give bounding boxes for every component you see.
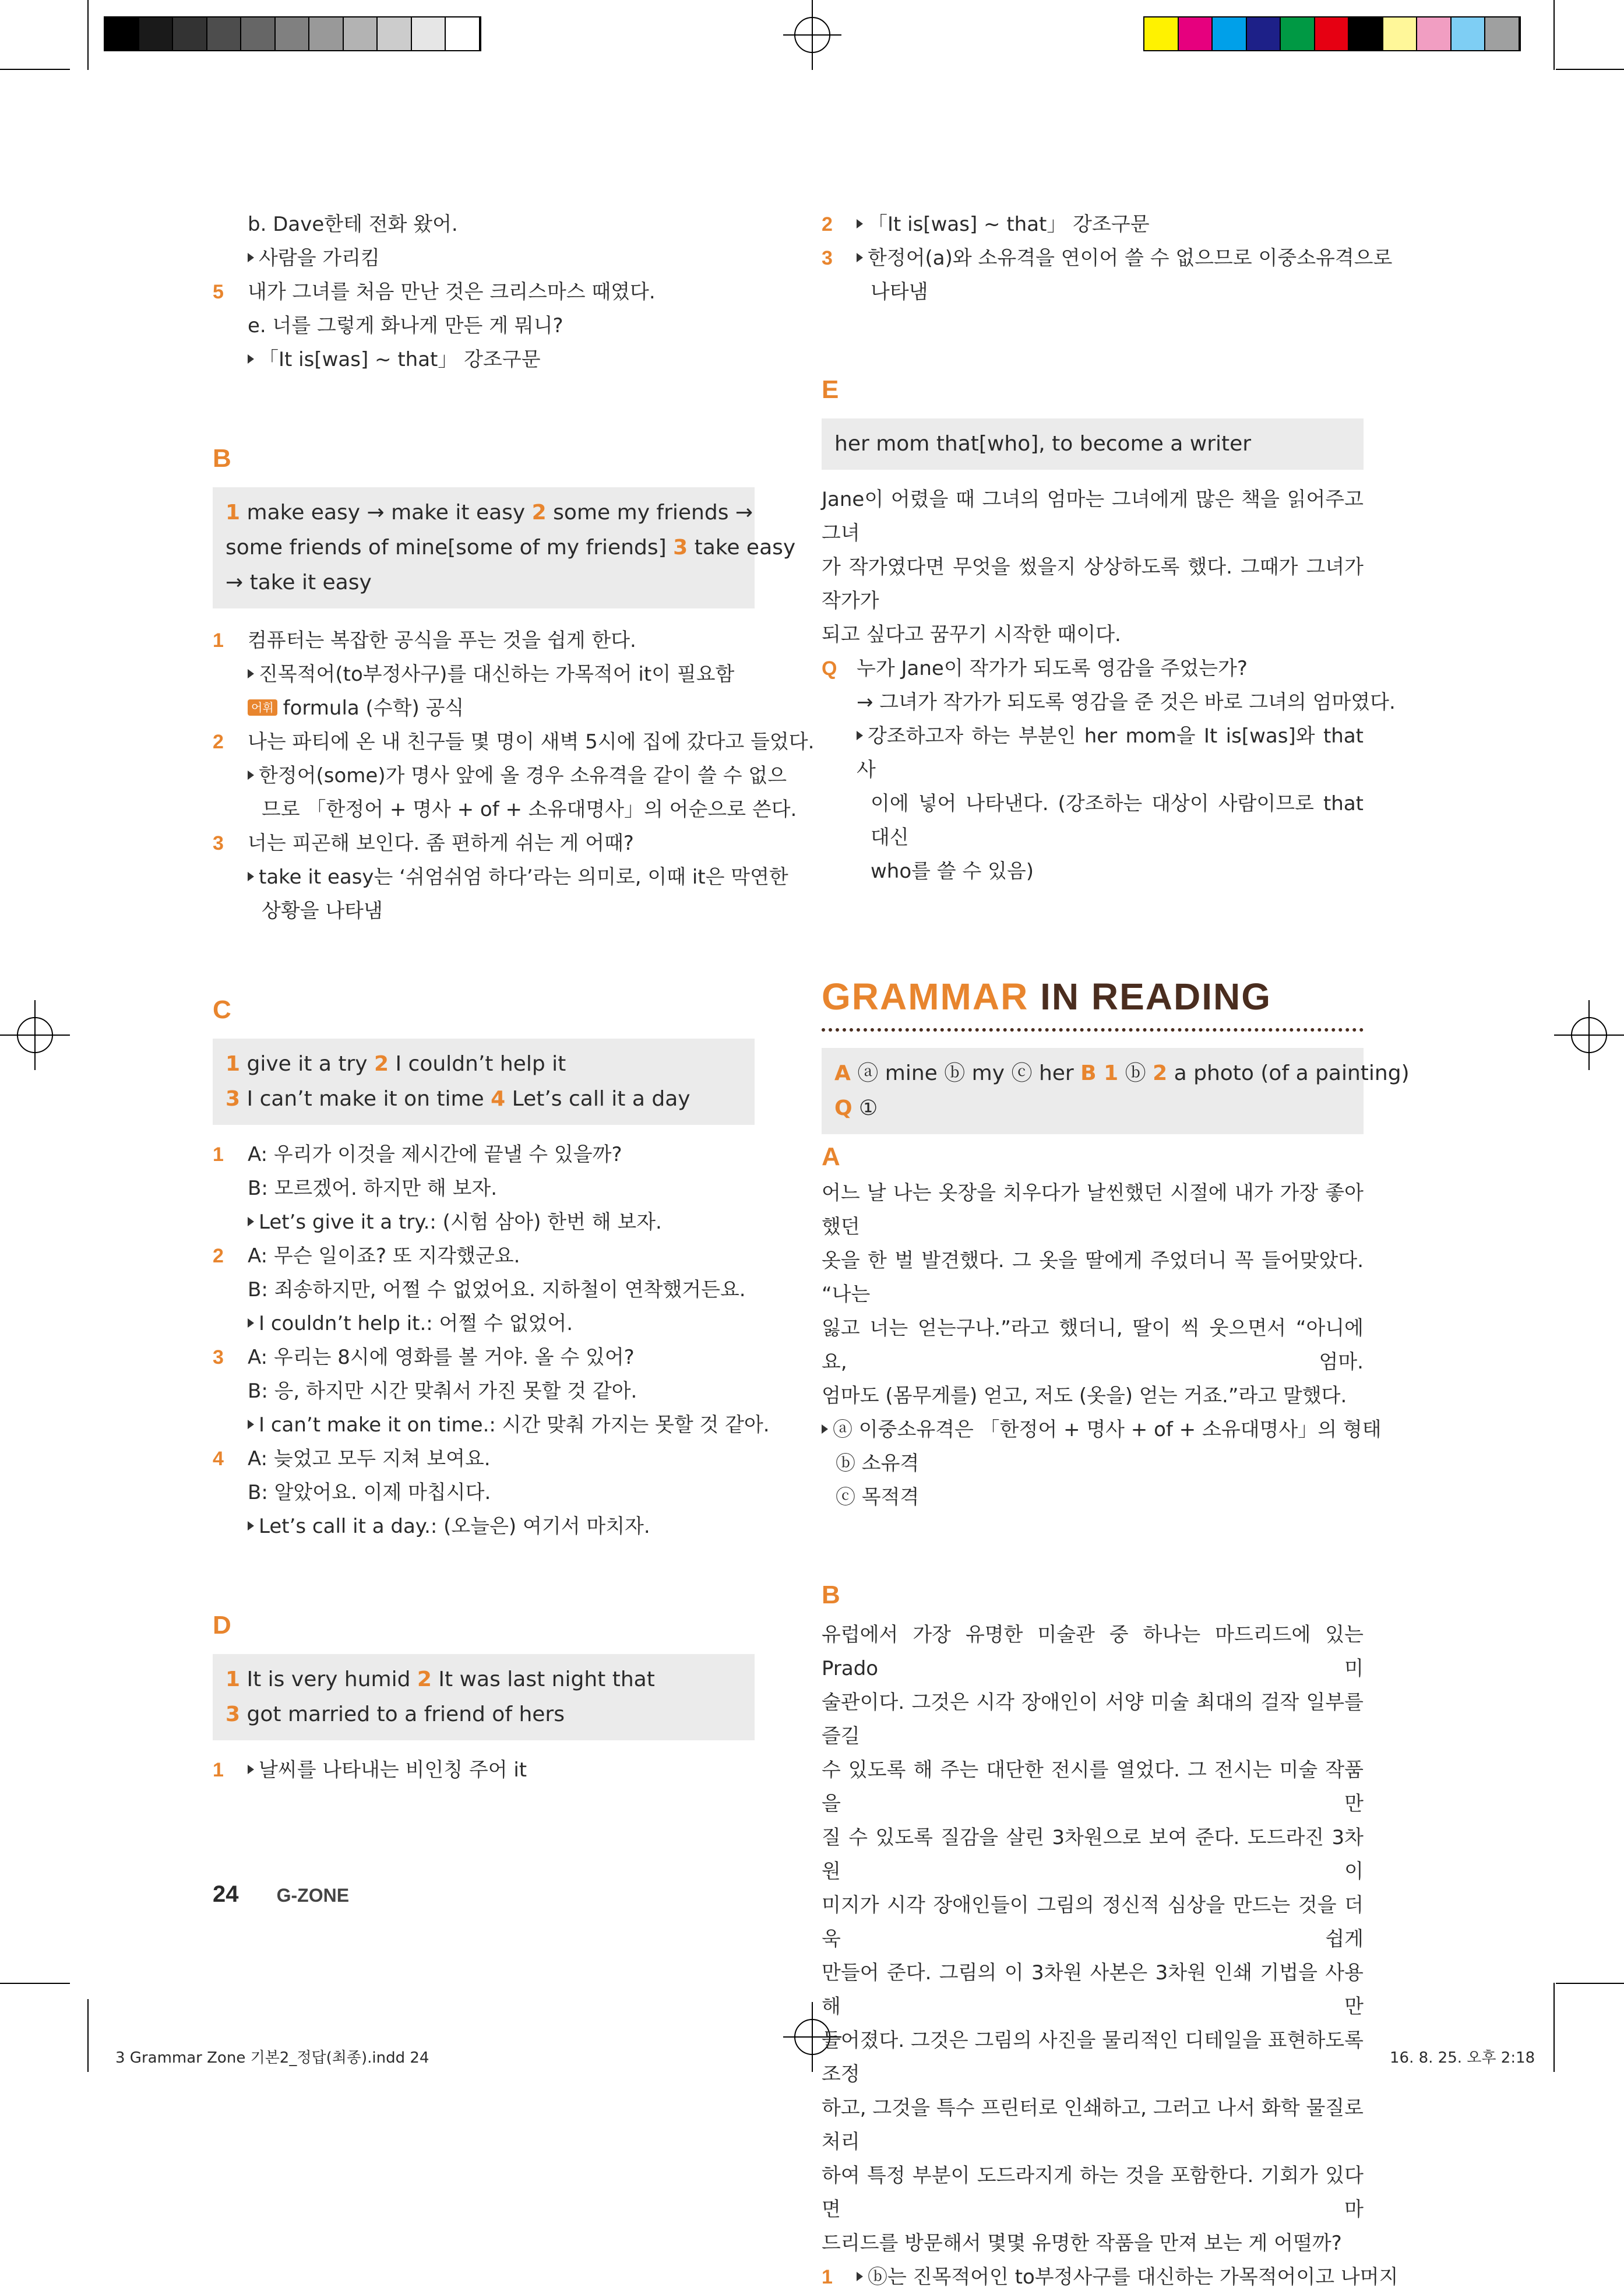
color-swatch xyxy=(1417,17,1452,50)
color-swatch xyxy=(1452,17,1486,50)
example-line: e. 너를 그렇게 화나게 만든 게 뭐니? xyxy=(248,314,563,337)
paragraph-line: 들어졌다. 그것은 그림의 사진을 물리적인 디테일을 표현하도록 조정 xyxy=(822,2029,1364,2086)
triangle-bullet-icon xyxy=(248,872,254,881)
paragraph-line: 가 작가였다면 무엇을 썼을지 상상하도록 했다. 그때가 그녀가 작가가 xyxy=(822,555,1364,613)
explanation-line: 므로 「한정어 + 명사 + of + 소유대명사」의 어순으로 쓴다. xyxy=(262,798,797,821)
color-swatch xyxy=(1485,17,1520,50)
color-swatch xyxy=(1315,17,1350,50)
explanation-line: 상황을 나타냄 xyxy=(262,899,383,923)
explanation-line: Let’s call it a day.: (오늘은) 여기서 마치자. xyxy=(213,1510,755,1543)
explanation-line: 진목적어(to부정사구)를 대신하는 가목적어 it이 필요함 xyxy=(213,657,755,691)
explanation-line: I couldn’t help it.: 어쩔 수 없었어. xyxy=(213,1307,755,1340)
paragraph-line: 술관이다. 그것은 시각 장애인이 서양 미술 최대의 걸작 일부를 즐길 xyxy=(822,1691,1364,1748)
paragraph-line: 질 수 있도록 질감을 살린 3차원으로 보여 준다. 도드라진 3차원 이 xyxy=(822,1826,1364,1883)
explanation-line: who를 쓸 수 있음) xyxy=(871,860,1034,883)
item-1: 1 컴퓨터는 복잡한 공식을 푸는 것을 쉽게 한다. xyxy=(213,629,636,652)
item-3: 3 A: 우리는 8시에 영화를 볼 거야. 올 수 있어? xyxy=(213,1346,635,1369)
print-timestamp: 16. 8. 25. 오후 2:18 xyxy=(1390,2049,1535,2067)
registration-mark-right xyxy=(1554,1000,1624,1070)
paragraph-line: 어느 날 나는 옷장을 치우다가 날씬했던 시절에 내가 가장 좋아했던 xyxy=(822,1181,1364,1239)
dialog-line: B: 알았어요. 이제 마칩시다. xyxy=(248,1481,491,1504)
paragraph-line: 유럽에서 가장 유명한 미술관 중 하나는 마드리드에 있는 Prado 미 xyxy=(822,1623,1364,1680)
triangle-bullet-icon xyxy=(857,253,863,262)
vocab-badge: 어휘 xyxy=(248,699,277,716)
crop-mark xyxy=(87,0,89,70)
paragraph-line: 잃고 너는 얻는구나.”라고 했더니, 딸이 씩 웃으면서 “아니에요, 엄마. xyxy=(822,1317,1364,1374)
triangle-bullet-icon xyxy=(248,1521,254,1530)
file-slug: 3 Grammar Zone 기본2_정답(최종).indd 24 xyxy=(115,2049,429,2067)
color-swatch xyxy=(276,17,310,50)
explanation-line: Let’s give it a try.: (시험 삼아) 한번 해 보자. xyxy=(213,1205,755,1239)
crop-mark xyxy=(87,1999,89,2072)
grammar-in-reading-title: GRAMMAR IN READING xyxy=(822,976,1271,1018)
explanation-line: I can’t make it on time.: 시간 맞춰 가지는 못할 것 같아. xyxy=(213,1408,755,1442)
color-swatch xyxy=(173,17,207,50)
answer-line: → 그녀가 작가가 되도록 영감을 준 것은 바로 그녀의 엄마였다. xyxy=(857,691,1396,714)
triangle-bullet-icon xyxy=(857,2272,863,2281)
item-1: 1 A: 우리가 이것을 제시간에 끝낼 수 있을까? xyxy=(213,1143,622,1166)
page-number: 24 xyxy=(213,1881,239,1907)
dialog-line: B: 응, 하지만 시간 맞춰서 가진 못할 것 같아. xyxy=(248,1380,637,1403)
item-3: 3 한정어(a)와 소유격을 연이어 쓸 수 없으므로 이중소유격으로 xyxy=(822,247,1393,270)
triangle-bullet-icon xyxy=(248,1420,254,1429)
item-5: 5 내가 그녀를 처음 만난 것은 크리스마스 때였다. xyxy=(213,280,656,304)
paragraph-line: Jane이 어렸을 때 그녀의 엄마는 그녀에게 많은 책을 읽어주고 그녀 xyxy=(822,488,1364,545)
paragraph-line: 만들어 준다. 그림의 이 3차원 사본은 3차원 인쇄 기법을 사용해 만 xyxy=(822,1961,1364,2018)
item-4: 4 A: 늦었고 모두 지쳐 보여요. xyxy=(213,1447,491,1470)
section-e-answer-box: her mom that[who], to become a writer xyxy=(822,418,1364,470)
triangle-bullet-icon xyxy=(248,253,254,262)
gir-b-heading: B xyxy=(822,1581,840,1609)
item-1: 1 날씨를 나타내는 비인칭 주어 it xyxy=(213,1758,527,1782)
section-c-heading: C xyxy=(213,995,231,1024)
paragraph-line: 드리드를 방문해서 몇몇 유명한 작품을 만져 보는 게 어떨까? xyxy=(822,2232,1342,2255)
explanation-line: 사람을 가리킴 xyxy=(213,241,755,275)
gir-answer-box: A ⓐ mine ⓑ my ⓒ her B 1 ⓑ 2 a photo (of a painting) Q ① xyxy=(822,1048,1364,1134)
paragraph-line: 엄마도 (몸무게를) 얻고, 저도 (옷을) 얻는 거죠.”라고 말했다. xyxy=(822,1384,1347,1408)
item-2: 2 「It is[was] ~ that」 강조구문 xyxy=(822,213,1150,236)
item-2: 2 나는 파티에 온 내 친구들 몇 명이 새벽 5시에 집에 갔다고 들었다. xyxy=(213,730,815,754)
example-line: b. Dave한테 전화 왔어. xyxy=(248,213,458,236)
book-name: G-ZONE xyxy=(276,1885,350,1906)
dialog-line: B: 죄송하지만, 어쩔 수 없었어요. 지하철이 연착했거든요. xyxy=(248,1278,746,1301)
crop-mark xyxy=(1556,69,1624,70)
triangle-bullet-icon xyxy=(822,1424,828,1434)
color-swatch xyxy=(139,17,174,50)
triangle-bullet-icon xyxy=(248,354,254,364)
section-d-answer-box: 1 It is very humid 2 It was last night that 3 got married to a friend of hers xyxy=(213,1654,755,1740)
color-swatch xyxy=(412,17,446,50)
section-b-heading: B xyxy=(213,444,231,473)
color-swatch xyxy=(1179,17,1213,50)
dotted-divider xyxy=(822,1028,1364,1032)
registration-mark-left xyxy=(0,1000,70,1070)
color-swatch xyxy=(309,17,344,50)
paragraph-line: 되고 싶다고 꿈꾸기 시작한 때이다. xyxy=(822,623,1121,646)
paragraph-line: 미지가 시각 장애인들이 그림의 정신적 심상을 만드는 것을 더욱 쉽게 xyxy=(822,1894,1364,1951)
color-swatch xyxy=(1247,17,1281,50)
section-d-heading: D xyxy=(213,1611,231,1639)
color-swatch xyxy=(378,17,412,50)
color-swatch xyxy=(344,17,378,50)
right-column xyxy=(822,207,1410,2294)
crop-mark xyxy=(1553,1983,1555,2072)
color-swatch xyxy=(1349,17,1383,50)
crop-mark xyxy=(1553,0,1555,70)
color-swatch xyxy=(1213,17,1247,50)
triangle-bullet-icon xyxy=(857,731,863,740)
color-swatch xyxy=(1281,17,1315,50)
item-2: 2 A: 무슨 일이죠? 또 지각했군요. xyxy=(213,1244,520,1268)
section-e-heading: E xyxy=(822,375,839,404)
explanation-line: 나타냄 xyxy=(871,280,928,304)
paragraph-line: 하여 특정 부분이 도드라지게 하는 것을 포함한다. 기회가 있다면 마 xyxy=(822,2164,1364,2221)
explanation-line: ⓑ 소유격 xyxy=(836,1452,920,1475)
registration-mark-top xyxy=(777,0,847,70)
explanation-line: 한정어(some)가 명사 앞에 올 경우 소유격을 같이 쓸 수 없으 xyxy=(213,759,755,793)
dialog-line: B: 모르겠어. 하지만 해 보자. xyxy=(248,1177,498,1200)
triangle-bullet-icon xyxy=(248,770,254,780)
left-column xyxy=(213,207,815,1787)
crop-mark xyxy=(0,1983,70,1984)
color-swatch xyxy=(105,17,139,50)
explanation-line: ⓐ 이중소유격은 「한정어 + 명사 + of + 소유대명사」의 형태 xyxy=(822,1413,1364,1447)
triangle-bullet-icon xyxy=(248,1765,254,1774)
color-swatch xyxy=(241,17,276,50)
crop-mark xyxy=(1556,1983,1624,1984)
explanation-line: 「It is[was] ~ that」 강조구문 xyxy=(213,343,755,377)
triangle-bullet-icon xyxy=(248,1217,254,1226)
page-footer xyxy=(213,1881,349,1908)
color-swatch xyxy=(446,17,480,50)
item-3: 3 너는 피곤해 보인다. 좀 편하게 쉬는 게 어때? xyxy=(213,832,634,855)
color-swatch xyxy=(207,17,242,50)
section-b-answer-box: 1 make easy → make it easy 2 some my friends → some friends of mine[some of my friends] 3 take easy → take it easy xyxy=(213,487,755,608)
paragraph-line: 하고, 그것을 특수 프린터로 인쇄하고, 그러고 나서 화학 물질로 처리 xyxy=(822,2096,1364,2154)
triangle-bullet-icon xyxy=(248,1318,254,1328)
item-1: 1 ⓑ는 진목적어인 to부정사구를 대신하는 가목적어이고 나머지 xyxy=(822,2265,1398,2289)
color-swatch xyxy=(1383,17,1418,50)
explanation-line: take it easy는 ‘쉬엄쉬엄 하다’라는 의미로, 이때 it은 막연한 xyxy=(213,860,755,894)
crop-mark xyxy=(0,69,70,70)
cmyk-color-bar xyxy=(1143,16,1521,51)
explanation-line: ⓒ 목적격 xyxy=(836,1486,920,1509)
triangle-bullet-icon xyxy=(248,669,254,678)
gir-a-heading: A xyxy=(822,1142,840,1171)
triangle-bullet-icon xyxy=(857,219,863,228)
color-swatch xyxy=(1144,17,1179,50)
paragraph-line: 옷을 한 벌 발견했다. 그 옷을 딸에게 주었더니 꼭 들어맞았다. “나는 xyxy=(822,1249,1364,1306)
explanation-line: 이에 넣어 나타낸다. (강조하는 대상이 사람이므로 that 대신 xyxy=(871,792,1364,849)
explanation-line: 강조하고자 하는 부분인 her mom을 It is[was]와 that 사 xyxy=(857,724,1364,782)
paragraph-line: 수 있도록 해 주는 대단한 전시를 열었다. 그 전시는 미술 작품을 만 xyxy=(822,1758,1364,1816)
question-line: Q 누가 Jane이 작가가 되도록 영감을 주었는가? xyxy=(822,657,1248,680)
vocab-line: 어휘 formula (수학) 공식 xyxy=(213,691,755,725)
section-c-answer-box: 1 give it a try 2 I couldn’t help it 3 I can’t make it on time 4 Let’s call it a day xyxy=(213,1039,755,1125)
gray-color-bar xyxy=(104,16,481,51)
